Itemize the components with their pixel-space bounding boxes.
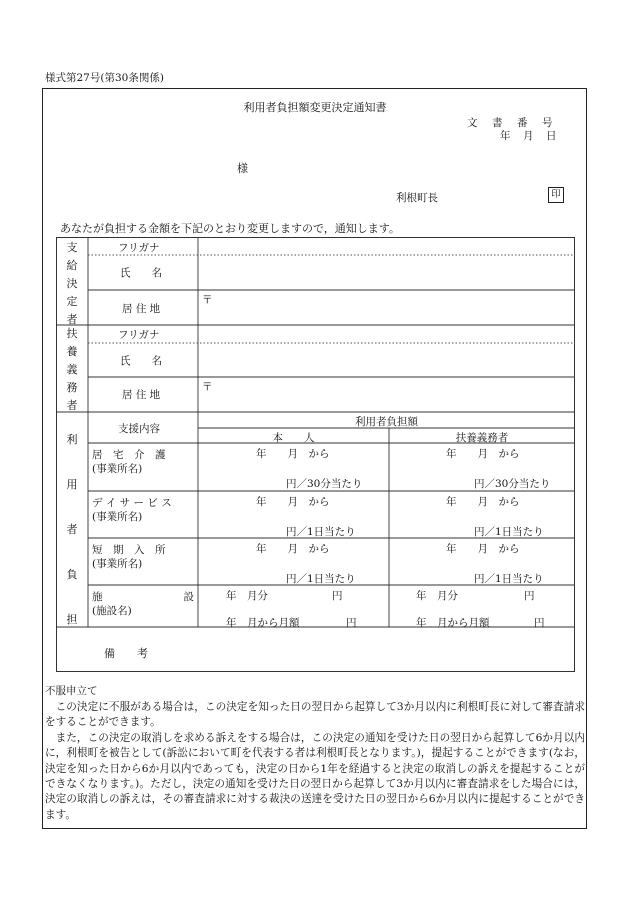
- facility-self-yen1: 円: [332, 590, 343, 602]
- day-service-guardian-unit: 円／1日当たり: [474, 526, 544, 538]
- guardian-postal-mark: 〒: [202, 381, 213, 393]
- burden-table: [56, 237, 575, 672]
- home-care-self-unit: 円／30分当たり: [286, 478, 363, 490]
- facility-self-from-monthly: 年 月から月額: [226, 617, 300, 629]
- service-short-stay-sub: (事業所名): [92, 558, 143, 570]
- day-service-guardian-from: 年 月 から: [446, 496, 520, 508]
- document-number-label: 文 書 番 号: [467, 117, 555, 129]
- recipient-name-label: 氏 名: [120, 267, 162, 279]
- day-service-self-from: 年 月 から: [256, 496, 330, 508]
- home-care-self-from: 年 月 から: [256, 448, 330, 460]
- document-title: 利用者負担額変更決定通知書: [243, 101, 387, 114]
- service-home-care: 居 宅 介 護: [92, 449, 166, 461]
- issuer-name: 利根町長: [396, 192, 438, 204]
- facility-guardian-yen1: 円: [524, 590, 535, 602]
- home-care-guardian-unit: 円／30分当たり: [474, 478, 551, 490]
- facility-guardian-monthly: 年 月分: [416, 590, 458, 602]
- support-content-header: 支援内容: [118, 423, 160, 435]
- short-stay-guardian-from: 年 月 から: [446, 543, 520, 555]
- self-header: 本 人: [272, 432, 315, 444]
- facility-self-monthly: 年 月分: [226, 590, 268, 602]
- service-facility: 施 設: [92, 591, 194, 603]
- guardian-header: 扶養義務者: [455, 432, 509, 444]
- home-care-guardian-from: 年 月 から: [446, 448, 520, 460]
- guardian-name-label: 氏 名: [120, 355, 162, 367]
- guardian-address-label: 居 住 地: [122, 389, 161, 401]
- appeal-paragraph-2: また，この決定の取消しを求める訴えをする場合は，この決定の通知を受けた日の翌日から起算して6か月以内に，利根町を被告として(訴訟において町を代表する者は利根町長となります。)，提起することができます(なお，決定を知った日から6か月以内であっても，決定の日から1年を経過すると決定の取消しの訴えを提起することができなくなります。)。ただし，決定の通知を受けた日の翌日から起算して3か月以内に審査請求をした場合には，決定の取消しの訴えは，その審査請求に対する裁決の送達を受けた日の翌日から6か月以内に提起することができます。: [45, 731, 585, 821]
- recipient-furigana-label: フリガナ: [118, 242, 160, 254]
- intro-sentence: あなたが負担する金額を下記のとおり変更しますので，通知します。: [60, 222, 400, 235]
- document-date-label: 年 月 日: [500, 130, 558, 142]
- addressee-honorific: 様: [237, 162, 248, 175]
- facility-guardian-yen2: 円: [534, 617, 545, 629]
- facility-self-yen2: 円: [346, 617, 357, 629]
- recipient-postal-mark: 〒: [202, 294, 213, 306]
- appeal-paragraph-1: この決定に不服がある場合は，この決定を知った日の翌日から起算して3か月以内に利根町長に対して審査請求をすることができます。: [45, 701, 585, 729]
- service-home-care-sub: (事業所名): [92, 463, 143, 475]
- short-stay-self-from: 年 月 から: [256, 543, 330, 555]
- appeal-body: [45, 700, 585, 823]
- facility-guardian-from-monthly: 年 月から月額: [416, 617, 490, 629]
- day-service-self-unit: 円／1日当たり: [286, 526, 356, 538]
- burden-section-label: 利 用 者 負 担: [66, 433, 78, 626]
- short-stay-self-unit: 円／1日当たり: [286, 573, 356, 585]
- service-day-service: デ イ サ ー ビ ス: [92, 497, 172, 509]
- form-number-label: 様式第27号(第30条関係): [45, 72, 164, 84]
- seal-mark: 印: [548, 187, 564, 203]
- guardian-furigana-label: フリガナ: [118, 329, 160, 341]
- service-facility-sub: (施設名): [92, 605, 132, 617]
- service-short-stay: 短 期 入 所: [92, 544, 166, 556]
- recipient-address-label: 居 住 地: [122, 303, 161, 315]
- burden-amount-header: 利用者負担額: [355, 416, 418, 428]
- service-day-service-sub: (事業所名): [92, 511, 143, 523]
- guardian-section-label: 扶 養 義 務 者: [66, 327, 78, 412]
- short-stay-guardian-unit: 円／1日当たり: [474, 573, 544, 585]
- appeal-heading: 不服申立て: [45, 685, 98, 697]
- recipient-section-label: 支 給 決 定 者: [66, 241, 78, 326]
- remarks-label: 備 考: [104, 647, 148, 660]
